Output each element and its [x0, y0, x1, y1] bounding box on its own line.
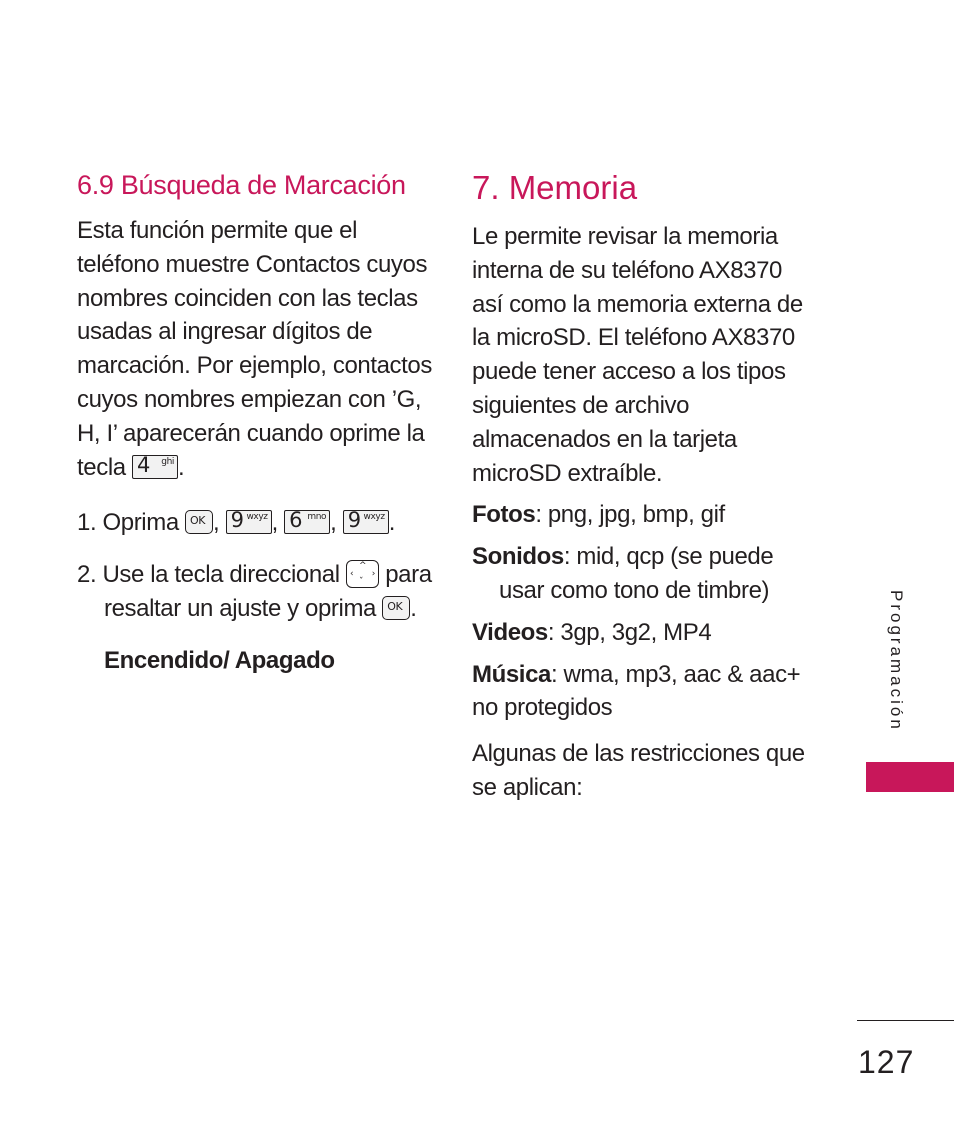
option-encendido-apagado: Encendido/ Apagado	[104, 646, 335, 674]
side-color-tab	[866, 762, 954, 792]
step-1-text: 1. Oprima	[77, 509, 179, 537]
navigation-key-icon: ^ ‹ › ˇ	[346, 560, 379, 588]
side-section-label: Programación	[887, 590, 906, 732]
intro-paragraph: Esta función permite que el teléfono muestre Contactos cuyos nombres coinciden con las teclas usadas al ingresar dígitos de marcación. Por ejemplo, contactos cuyos nombres empiezan con ’G, H, I’ aparecerán cuando oprime la tecla 4 ghi .	[77, 217, 432, 481]
restrictions-note: Algunas de las restricciones que se aplican:	[472, 740, 805, 801]
file-type-sonidos: Sonidos: mid, qcp (se puede usar como tono de timbre)	[472, 543, 774, 604]
page-number-rule	[857, 1020, 954, 1021]
step-2: 2. Use la tecla direccional ^ ‹ › ˇ para resaltar un ajuste y oprima OK .	[77, 561, 432, 622]
step-2-suffix: para resaltar un ajuste y oprima	[104, 561, 432, 622]
ok-key-icon: OK	[185, 510, 213, 534]
step-1: 1. Oprima OK , 9 wxyz , 6 mno , 9 wxyz .	[77, 508, 395, 537]
ok-key-icon: OK	[382, 596, 410, 620]
step-2-text: 2. Use la tecla direccional	[77, 561, 340, 589]
intro-text: Esta función permite que el teléfono muestre Contactos cuyos nombres coinciden con las teclas usadas al ingresar dígitos de marcación. Por ejemplo, contactos cuyos nombres empiezan con ’G, H, I’ aparecerán cuando oprime la tecla	[77, 217, 432, 481]
page-number: 127	[858, 1044, 915, 1080]
key-9-icon: 9 wxyz	[226, 510, 272, 534]
key-6-icon: 6 mno	[284, 510, 330, 534]
key-9-icon: 9 wxyz	[343, 510, 389, 534]
left-column	[77, 168, 433, 678]
section-heading-6-9: 6.9 Búsqueda de Marcación	[77, 170, 406, 200]
file-type-fotos: Fotos: png, jpg, bmp, gif	[472, 501, 725, 529]
memory-intro: Le permite revisar la memoria interna de su teléfono AX8370 así como la memoria externa de la microSD. El teléfono AX8370 puede tener acceso a los tipos siguientes de archivo almacenados en la tarjeta microSD extraíble.	[472, 223, 803, 487]
right-column	[472, 168, 817, 813]
key-4-icon: 4 ghi	[132, 455, 178, 479]
file-type-musica: Música: wma, mp3, aac & aac+ no protegidos	[472, 660, 801, 722]
file-type-videos: Videos: 3gp, 3g2, MP4	[472, 618, 712, 646]
section-heading-7: 7. Memoria	[472, 169, 638, 206]
